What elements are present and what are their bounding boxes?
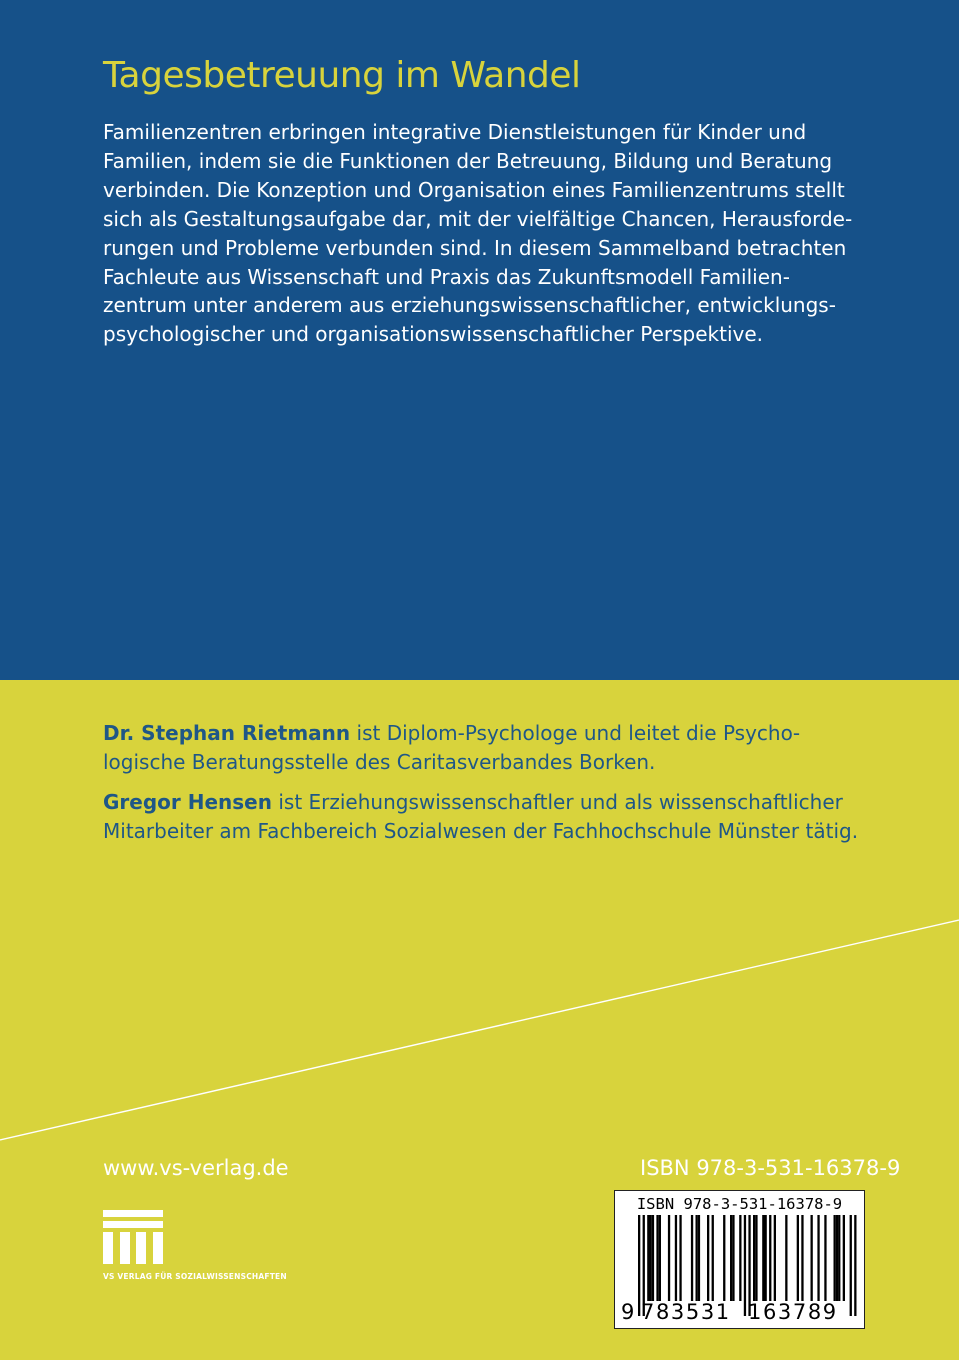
barcode-bar [652,1215,654,1301]
barcode-bar [785,1215,787,1301]
barcode-bar [656,1215,658,1301]
barcode-isbn-text: ISBN 978-3-531-16378-9 [636,1195,843,1213]
barcode-bar [647,1215,649,1301]
barcode-bar [753,1215,755,1301]
barcode-bar [739,1215,741,1301]
barcode-bar [817,1215,819,1301]
barcode-bar [638,1215,640,1316]
isbn-text: ISBN 978-3-531-16378-9 [640,1156,901,1180]
barcode-bar [762,1215,764,1301]
barcode-first-digit: 9 [621,1300,635,1324]
author-bio-1 [103,719,863,776]
barcode-bar [843,1215,845,1301]
barcode [614,1190,865,1329]
barcode-bar [650,1215,652,1301]
barcode-bar [765,1215,767,1301]
author-text-1: ist Diplom-Psychologe und leitet die Psychologische Beratungsstelle des Caritasverbandes Borken. [103,721,801,774]
author-bio-2 [103,788,863,845]
publisher-logo-icon [103,1210,163,1264]
barcode-bar [801,1215,803,1301]
barcode-bar [774,1215,776,1301]
barcode-bar [668,1215,670,1301]
barcode-bar [679,1215,681,1301]
barcode-bar [659,1215,661,1301]
barcode-bar [811,1215,813,1301]
barcode-left-digits: 783531 [641,1300,731,1324]
book-title: Tagesbetreuung im Wandel [103,55,581,96]
barcode-bar [854,1215,856,1316]
barcode-bar [836,1215,838,1301]
publisher-url[interactable]: www.vs-verlag.de [103,1156,289,1180]
barcode-bar [744,1215,746,1316]
barcode-bar [797,1215,799,1301]
barcode-right-digits: 163789 [748,1300,838,1324]
barcode-bar [675,1215,677,1301]
book-blurb: Familienzentren erbringen integrative Dienstleistungen für Kinder und Familien, indem sie die Funktionen der Betreuung, Bildung und Beratung verbinden. Die Konzeption und Organisation eines Familienzentrums stellt sich als Gestaltungsaufgabe dar, mit der vielfältige Chancen, Herausforderungen und Probleme verbunden sind. In diesem Sammelband betrachten Fachleute aus Wissenschaft und Praxis das Zukunftsmodell Familienzentrum unter anderem aus erziehungswissenschaftlicher, entwicklungspsychologischer und organisationswissenschaftlicher Perspektive. [103,120,853,347]
barcode-bar [696,1215,698,1301]
barcode-bar [834,1215,836,1301]
barcode-bar [838,1215,840,1301]
barcode-bar [769,1215,771,1301]
author-name-2: Gregor Hensen [103,790,272,814]
barcode-bar [824,1215,826,1301]
author-text-2: ist Erziehungswissenschaftler und als wissenschaftlicher Mitarbeiter am Fachbereich Sozialwesen der Fachhochschule Münster tätig. [103,790,859,843]
barcode-bar [712,1215,714,1301]
barcode-bar [755,1215,757,1301]
barcode-bar [730,1215,732,1301]
author-name-1: Dr. Stephan Rietmann [103,721,351,745]
barcode-bar [732,1215,734,1301]
barcode-bar [707,1215,709,1301]
barcode-bar [698,1215,700,1301]
barcode-bar [691,1215,693,1301]
barcode-bar [723,1215,725,1301]
barcode-bar [850,1215,852,1316]
publisher-name: VS VERLAG FÜR SOZIALWISSENSCHAFTEN [103,1272,287,1281]
